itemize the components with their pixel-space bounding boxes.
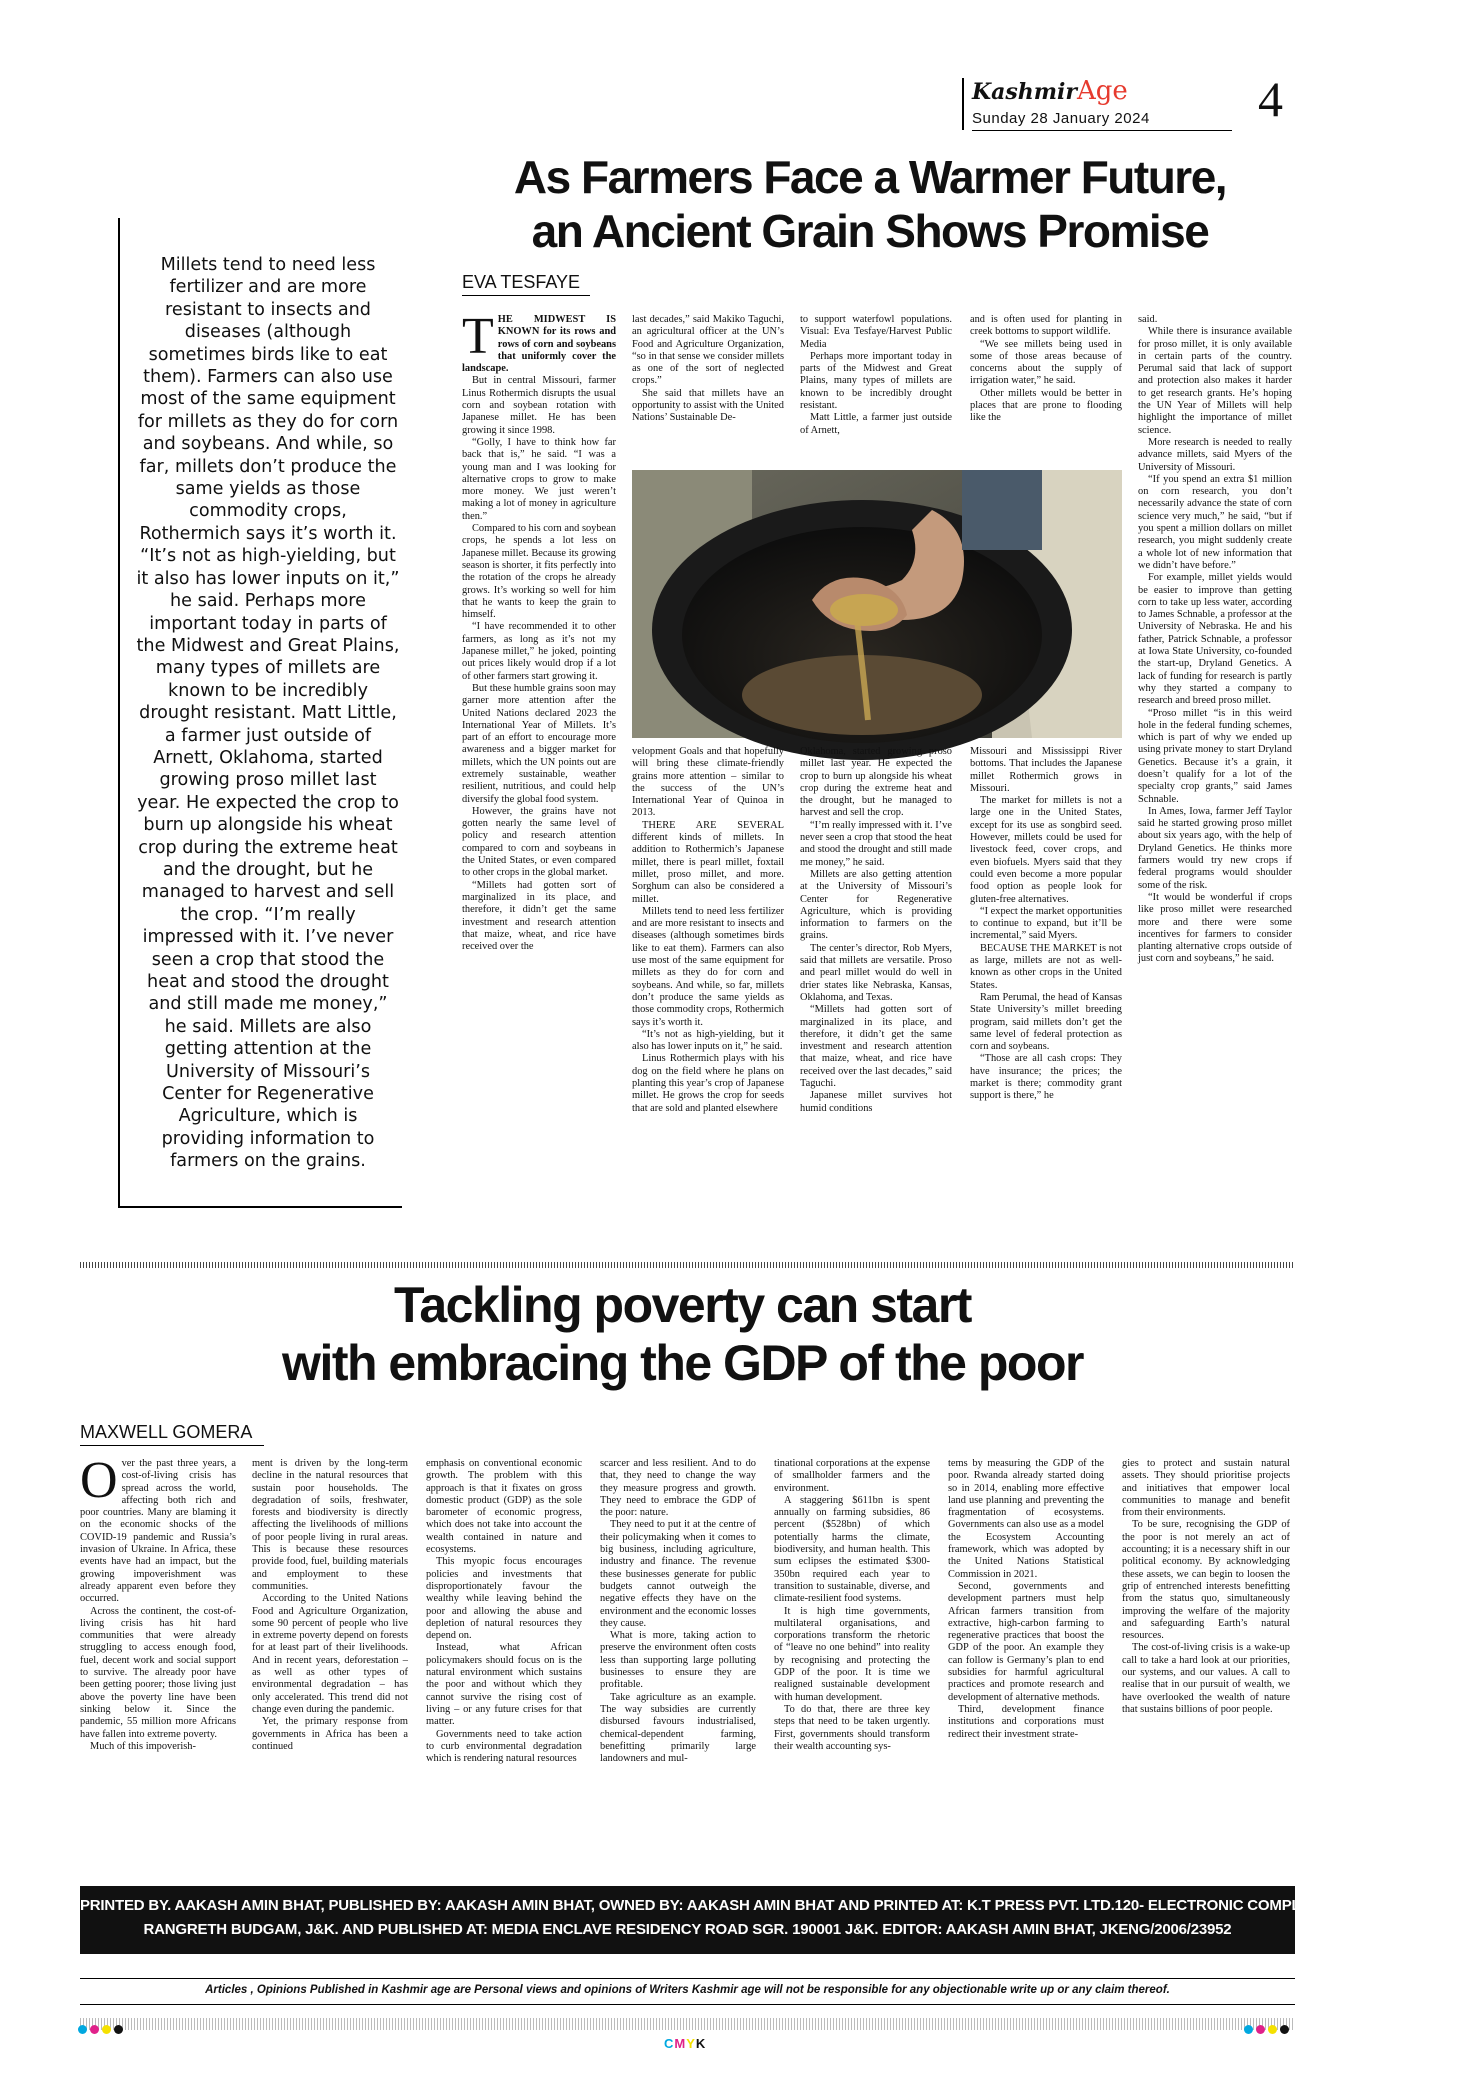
article1-paragraph: Linus Rothermich plays with his dog on the field where he plans on planting this year’s crop of Japanese millet. He grows the crop for seeds that are sold and planted elsewhere [632, 1053, 784, 1114]
article2-paragraph: They need to put it at the centre of their policymaking when it comes to big business, including agriculture, industry and finance. The revenue these businesses generate for public budgets cannot outweigh the negative effects they have on the environment and the economic losses they cause. [600, 1519, 756, 1629]
article1-paragraph: velopment Goals and that hopefully will bring these climate-friendly grains more attention – similar to the success of the UN’s International Year of Quinoa in 2013. [632, 746, 784, 819]
article1-paragraph: “Millets had gotten sort of marginalized in its place, and therefore, it didn’t get the same investment and research attention that maize, wheat, and rice have received over the last decades,” said Taguchi. [800, 1004, 952, 1090]
article2-column-5 [774, 1458, 930, 1876]
pull-quote-rule-left [118, 218, 120, 1208]
disclaimer: Articles , Opinions Published in Kashmir age are Personal views and opinions of Writers Kashmir age will not be responsible for any objectionable write up or any claim thereof. [205, 1984, 1170, 1996]
article1-paragraph: “Golly, I have to think how far back that is,” he said. “I was a young man and I was looking for alternative crops to grow to make more money. We just weren’t making a lot of money in agriculture then.” [462, 436, 616, 522]
article1-lead: HE MIDWEST IS KNOWN for its rows and rows of corn and soybeans that uniformly cover the landscape. [462, 314, 616, 375]
cyan-dot [78, 2025, 87, 2034]
article2-paragraph: Yet, the primary response from governments in Africa has been a continued [252, 1716, 408, 1752]
masthead-underline [972, 130, 1232, 131]
article2-paragraph: To do that, there are three key steps that need to be taken urgently. First, governments should transform their wealth accounting sys- [774, 1703, 930, 1752]
article2-paragraph: Third, development finance institutions and corporations must redirect their investment strate- [948, 1703, 1104, 1740]
article2-column-3 [426, 1458, 582, 1876]
article2-paragraph: To be sure, recognising the GDP of the poor is not merely an act of accounting; it is a necessary shift in our political economy. By acknowledging these assets, we can begin to loosen the grip of entrenched interests benefitting from the status quo, simultaneously improving the welfare of the majority and safeguarding Earth’s natural resources. [1122, 1519, 1290, 1642]
article1-paragraph: Missouri and Mississippi River bottoms. That includes the Japanese millet Rothermich grows in Missouri. [970, 746, 1122, 794]
article2-headline [150, 1276, 1215, 1392]
article1-paragraph: While there is insurance available for proso millet, it is only available in certain parts of the country. Perumal said that lack of support and protection also makes it harder to get research grants. He’s hoping the UN Year of Millets will help highlight the importance of millet science. [1138, 326, 1292, 436]
black-dot [1280, 2025, 1289, 2034]
registration-bar [80, 2018, 1295, 2030]
article1-paragraph: “I expect the market opportunities to continue to expand, but it’ll be incremental,” said Myers. [970, 905, 1122, 942]
masthead-logo [972, 76, 1128, 106]
cmyk-y: Y [686, 2036, 696, 2051]
disclaimer-rule-bottom [80, 2004, 1295, 2005]
article1-paragraph: Other millets would be better in places that are prone to flooding like the [970, 387, 1122, 424]
article2-column-1 [80, 1452, 236, 1876]
cmyk-m: M [674, 2036, 687, 2051]
pull-quote-rule-bottom [118, 1206, 402, 1208]
article1-column-2-bottom [632, 746, 784, 1246]
article1-paragraph: She said that millets have an opportunity to assist with the United Nations’ Sustainable De- [632, 387, 784, 424]
magenta-dot [1256, 2025, 1265, 2034]
imprint-line-2: RANGRETH BUDGAM, J&K. AND PUBLISHED AT: MEDIA ENCLAVE RESIDENCY ROAD SGR. 190001 J&K. EDITOR: AAKASH AMIN BHAT, JKENG/2006/23952 [143, 1921, 1232, 1938]
article1-column-3-top [800, 314, 952, 464]
article1-headline [460, 150, 1280, 258]
article1-dropcap: T [462, 308, 494, 365]
pull-quote-text: Millets tend to need less fertilizer and are more resistant to insects and diseases (although sometimes birds like to eat them). Farmers can also use most of the same equipment for millets as they do for corn and soybeans. And while, so far, millets don’t produce the same yields as those commodity crops, Rothermich says it’s worth it. “It’s not as high-yielding, but it also has lower inputs on it,” he said. Perhaps more important today in parts of the Midwest and Great Plains, many types of millets are known to be incredibly drought resistant. Matt Little, a farmer just outside of Arnett, Oklahoma, started growing proso millet last year. He expected the crop to burn up alongside his wheat crop during the extreme heat and the drought, but he managed to harvest and sell the crop. “I’m really impressed with it. I’ve never seen a crop that stood the heat and stood the drought and still made me money,” he said. Millets are also getting attention at the University of Missouri’s Center for Regenerative Agriculture, which is providing information to farmers on the grains. [136, 255, 400, 1172]
article1-paragraph: “Those are all cash crops: They have insurance; the prices; the market is there; commodity grant support is there,” he [970, 1053, 1122, 1102]
article1-paragraph: Millets are also getting attention at the University of Missouri’s Center for Regenerative Agriculture, which is providing information to farmers on the grains. [800, 868, 952, 942]
article1-paragraph: However, the grains have not gotten nearly the same level of policy and research attention compared to corn and soybeans in the United States, or even compared to other crops in the global market. [462, 805, 616, 879]
magenta-dot [90, 2025, 99, 2034]
article1-column-2-top [632, 314, 784, 464]
article1-column-3-bottom [800, 746, 952, 1246]
article2-paragraph: Second, governments and development partners must help African farmers transition from extractive, high-carbon farming to regenerative practices that boost the GDP of the poor. An example they can follow is Germany’s plan to end subsidies for harmful agricultural practices and promote research and development of alternative methods. [948, 1580, 1104, 1703]
pull-quote-box [118, 218, 402, 1208]
masthead-rule [962, 78, 964, 130]
imprint-box [80, 1886, 1472, 1954]
article1-column-5 [1138, 314, 1292, 1246]
article2-headline-line2: with embracing the GDP of the poor [282, 1335, 1083, 1391]
article1-paragraph: Ram Perumal, the head of Kansas State University’s millet breeding program, said millets don’t get the same level of federal protection as corn and soybeans. [970, 991, 1122, 1053]
article1-paragraph: and is often used for planting in creek bottoms to support wildlife. [970, 314, 1122, 338]
article1-column-4-bottom [970, 746, 1122, 1246]
article2-column-7 [1122, 1458, 1290, 1876]
article1-paragraph: “I have recommended it to other farmers, as long as it’s not my Japanese millet,” he joked, pointing out prices likely would drop if a lot of other farmers start growing it. [462, 621, 616, 682]
imprint-line-1: PRINTED BY. AAKASH AMIN BHAT, PUBLISHED BY: AAKASH AMIN BHAT, OWNED BY: AAKASH AMIN BHAT AND PRINTED AT: K.T PRESS PVT. LTD.120- ELECTRONIC COMPLEX INDUSTRIAL ESTATE [80, 1897, 1472, 1914]
cmyk-k: K [695, 2036, 707, 2051]
article1-headline-line2: an Ancient Grain Shows Promise [531, 205, 1209, 257]
article2-paragraph: tinational corporations at the expense of smallholder farmers and the environment. [774, 1458, 930, 1494]
article2-paragraph: The cost-of-living crisis is a wake-up call to take a hard look at our priorities, our systems, and our values. A call to realise that in our pursuit of wealth, we have overlooked the wealth of nature that sustains billions of poor people. [1122, 1642, 1290, 1715]
article2-paragraph: According to the United Nations Food and Agriculture Organization, some 90 percent of people who live in extreme poverty depend on forests for at least part of their livelihoods. And in recent years, deforestation – as well as other types of environmental degradation – has only accelerated. This trend did not change even during the pandemic. [252, 1593, 408, 1715]
article1-paragraph: “Proso millet “is in this weird hole in the federal funding schemes, which is part of why we ended up using private money to start Dryland Genetics. Because it’s a grain, it doesn’t qualify for a lot of the specialty crop grants,” said James Schnable. [1138, 707, 1292, 805]
article1-paragraph: BECAUSE THE MARKET is not as large, millets are not as well-known as other crops in the United States. [970, 942, 1122, 991]
article1-paragraph: Matt Little, a farmer just outside of Arnett, [800, 412, 952, 436]
article1-paragraph: said. [1138, 314, 1158, 325]
article1-paragraph: Oklahoma, started growing proso millet last year. He expected the crop to burn up alongside his wheat crop during the extreme heat and the drought, but he managed to harvest and sell the crop. [800, 746, 952, 819]
article2-column-6 [948, 1458, 1104, 1876]
black-dot [114, 2025, 123, 2034]
article1-paragraph: Japanese millet survives hot humid conditions [800, 1090, 952, 1114]
article2-paragraph: Across the continent, the cost-of-living crisis has hit hard communities that were already struggling to access enough food, fuel, decent work and social support to survive. The already poor have been getting poorer; those living just above the poverty line have been sinking below it. Since the pandemic, 55 million more Africans have fallen into extreme poverty. [80, 1605, 236, 1740]
article2-headline-line1: Tackling poverty can start [394, 1277, 971, 1333]
disclaimer-rule-top [80, 1978, 1295, 1979]
article1-paragraph: “If you spend an extra $1 million on corn research, you don’t necessarily advance the state of corn science very much,” he said, “but if you spent a million dollars on millet research, you might suddenly create a whole lot of new information that we didn’t have before.” [1138, 473, 1292, 571]
article1-paragraph: The center’s director, Rob Myers, said that millets are versatile. Proso and pearl millet would do well in drier states like Nebraska, Kansas, Oklahoma, and Texas. [800, 942, 952, 1003]
article1-paragraph: The market for millets is not a large one in the United States, except for its use as songbird seed. However, millets could be used for livestock feed, cover crops, and even biofuels. Myers said that they could even become a more popular food option as people look for gluten-free alternatives. [970, 795, 1122, 905]
cmyk-c: C [664, 2036, 675, 2051]
article2-paragraph: emphasis on conventional economic growth. The problem with this approach is that it fixates on gross domestic product (GDP) as the sole barometer of economic progress, which does not take into account the wealth contained in nature and ecosystems. [426, 1458, 582, 1556]
color-dots-right [1244, 2019, 1292, 2038]
article2-paragraph: Take agriculture as an example. The way subsidies are currently disbursed favours industrialised, chemical-dependent farming, benefitting primarily large landowners and mul- [600, 1691, 756, 1765]
article2-byline: MAXWELL GOMERA [80, 1422, 264, 1446]
article1-paragraph: “It would be wonderful if crops like proso millet were researched more and there were some incentives for farmers to consider planting alternative crops outside of just corn and soybeans,” he said. [1138, 891, 1292, 965]
article2-paragraph: scarcer and less resilient. And to do that, they need to change the way they measure progress and growth. They need to embrace the GDP of the poor: nature. [600, 1458, 756, 1519]
article1-headline-line1: As Farmers Face a Warmer Future, [513, 151, 1227, 203]
article2-lead: ver the past three years, a cost-of-living crisis has spread across the world, affecting both rich and poor countries. Many are blaming it on the economic shocks of the COVID-19 pandemic and Russia’s invasion of Ukraine. In Africa, these events have had an impact, but the growing impoverishment was already apparent even before they occurred. [80, 1458, 236, 1605]
article2-paragraph: gies to protect and sustain natural assets. They should prioritise projects and initiatives that empower local communities to manage and benefit from their environments. [1122, 1458, 1290, 1519]
article2-paragraph: Governments need to take action to curb environmental degradation which is rendering natural resources [426, 1728, 582, 1765]
article1-column-1 [462, 308, 616, 1246]
article1-paragraph: “We see millets being used in some of those areas because of concerns about the supply of irrigation water,” he said. [970, 338, 1122, 387]
article2-paragraph: It is high time governments, multilateral organisations, and corporations transform the rhetoric of “leave no one behind” into reality by recognising and protecting the GDP of the poor. It is time we realigned sustainable development with human development. [774, 1605, 930, 1703]
article1-paragraph: But in central Missouri, farmer Linus Rothermich disrupts the usual corn and soybean rotation with Japanese millet. He has been growing it since 1998. [462, 375, 616, 436]
article1-paragraph: Perhaps more important today in parts of the Midwest and Great Plains, many types of millets are known to be incredibly drought resistant. [800, 350, 952, 412]
article2-paragraph: Much of this impoverish- [90, 1740, 196, 1752]
article2-column-2 [252, 1458, 408, 1876]
article1-paragraph: For example, millet yields would be easier to improve than getting corn to take up less water, according to James Schnable, a professor at the University of Nebraska. He and his father, Patrick Schnable, a professor at Iowa State University, co-founded the start-up, Dryland Genetics. A lack of funding for research is partly why they started a company to research and breed proso millet. [1138, 572, 1292, 707]
masthead-name-part1: Kashmir [972, 79, 1077, 105]
article1-paragraph: Compared to his corn and soybean crops, he spends a lot less on Japanese millet. Because its growing season is shorter, it fits perfectly into the rotation of the crops he already grows. It’s working so well for him that he wants to keep the grain to himself. [462, 523, 616, 621]
color-dots-left [78, 2019, 126, 2038]
article2-paragraph: A staggering $611bn is spent annually on farming subsidies, 86 percent ($528bn) of which potentially harms the climate, biodiversity, and human health. This sum eclipses the estimated $300-350bn required each year to transition to sustainable, diverse, and climate-resilient food systems. [774, 1494, 930, 1605]
article1-paragraph: “I’m really impressed with it. I’ve never seen a crop that stood the heat and stood the drought and still made me money,” he said. [800, 819, 952, 868]
section-separator [80, 1262, 1295, 1268]
article2-paragraph: This myopic focus encourages policies and investments that disproportionately favour the wealthy while leaving behind the poor and allowing the abuse and depletion of natural resources they depend on. [426, 1556, 582, 1642]
article1-paragraph: “It’s not as high-yielding, but it also has lower inputs on it,” he said. [632, 1028, 784, 1053]
article1-paragraph: THERE ARE SEVERAL different kinds of millets. In addition to Rothermich’s Japanese millet, there is pearl millet, foxtail millet, proso millet, and more. Sorghum can also be considered a millet. [632, 819, 784, 905]
article2-dropcap: O [80, 1452, 118, 1509]
article1-paragraph: to support waterfowl populations. Visual: Eva Tesfaye/Harvest Public Media [800, 314, 952, 350]
masthead-date: Sunday 28 January 2024 [972, 110, 1150, 127]
article2-column-4 [600, 1458, 756, 1876]
article1-byline: EVA TESFAYE [462, 272, 590, 296]
article1-paragraph: More research is needed to really advance millets, said Myers of the University of Missouri. [1138, 436, 1292, 473]
article1-column-4-top [970, 314, 1122, 464]
article2-paragraph: tems by measuring the GDP of the poor. Rwanda already started doing so in 2014, enabling more effective land use planning and preventing the fragmentation of ecosystems. Governments can also use as a model the Ecosystem Accounting framework, which was adopted by the United Nations Statistical Commission in 2021. [948, 1458, 1104, 1580]
cyan-dot [1244, 2025, 1253, 2034]
article1-paragraph: But these humble grains soon may garner more attention after the United Nations declared 2023 the International Year of Millets. It’s part of an effort to encourage more awareness and a bigger market for millets, which the UN points out are extremely sustainable, weather resilient, nutritious, and could help diversify the global food system. [462, 682, 616, 805]
millet-photo [632, 470, 1122, 738]
article2-paragraph: ment is driven by the long-term decline in the natural resources that sustain poor households. The degradation of soils, freshwater, forests and biodiversity is directly affecting the livelihoods of millions of poor people living in rural areas. This is because these resources provide food, fuel, building materials and employment to these communities. [252, 1458, 408, 1592]
millet-photo-illustration [632, 470, 1122, 738]
cmyk-label [664, 2036, 706, 2051]
article1-paragraph: “Millets had gotten sort of marginalized in its place, and therefore, it didn’t get the same investment and research attention that maize, wheat, and rice have received over the [462, 879, 616, 953]
masthead-name-part2: Age [1076, 76, 1128, 106]
article2-paragraph: What is more, taking action to preserve the environment often costs less than supporting large polluting businesses to ensure they are profitable. [600, 1630, 756, 1691]
article1-paragraph: last decades,” said Makiko Taguchi, an agricultural officer at the UN’s Food and Agriculture Organization, “so in that sense we consider millets as one of the sort of neglected crops.” [632, 314, 784, 387]
article1-paragraph: Millets tend to need less fertilizer and are more resistant to insects and diseases (although sometimes birds like to eat them). Farmers can also use most of the same equipment for millets as they do for corn and soybeans. And while, so far, millets don’t produce the same yields as those commodity crops, Rothermich says it’s worth it. [632, 905, 784, 1028]
article2-paragraph: Instead, what African policymakers should focus on is the natural environment which sustains the poor and without which they cannot survive the rising cost of living – or any future crises for that matter. [426, 1642, 582, 1728]
page-number: 4 [1258, 71, 1283, 127]
yellow-dot [1268, 2025, 1277, 2034]
yellow-dot [102, 2025, 111, 2034]
article1-paragraph: In Ames, Iowa, farmer Jeff Taylor said he started growing proso millet about six years ago, with the help of Dryland Genetics. He thinks more farmers would try new crops if federal programs would shoulder some of the risk. [1138, 805, 1292, 891]
masthead [962, 72, 1302, 134]
